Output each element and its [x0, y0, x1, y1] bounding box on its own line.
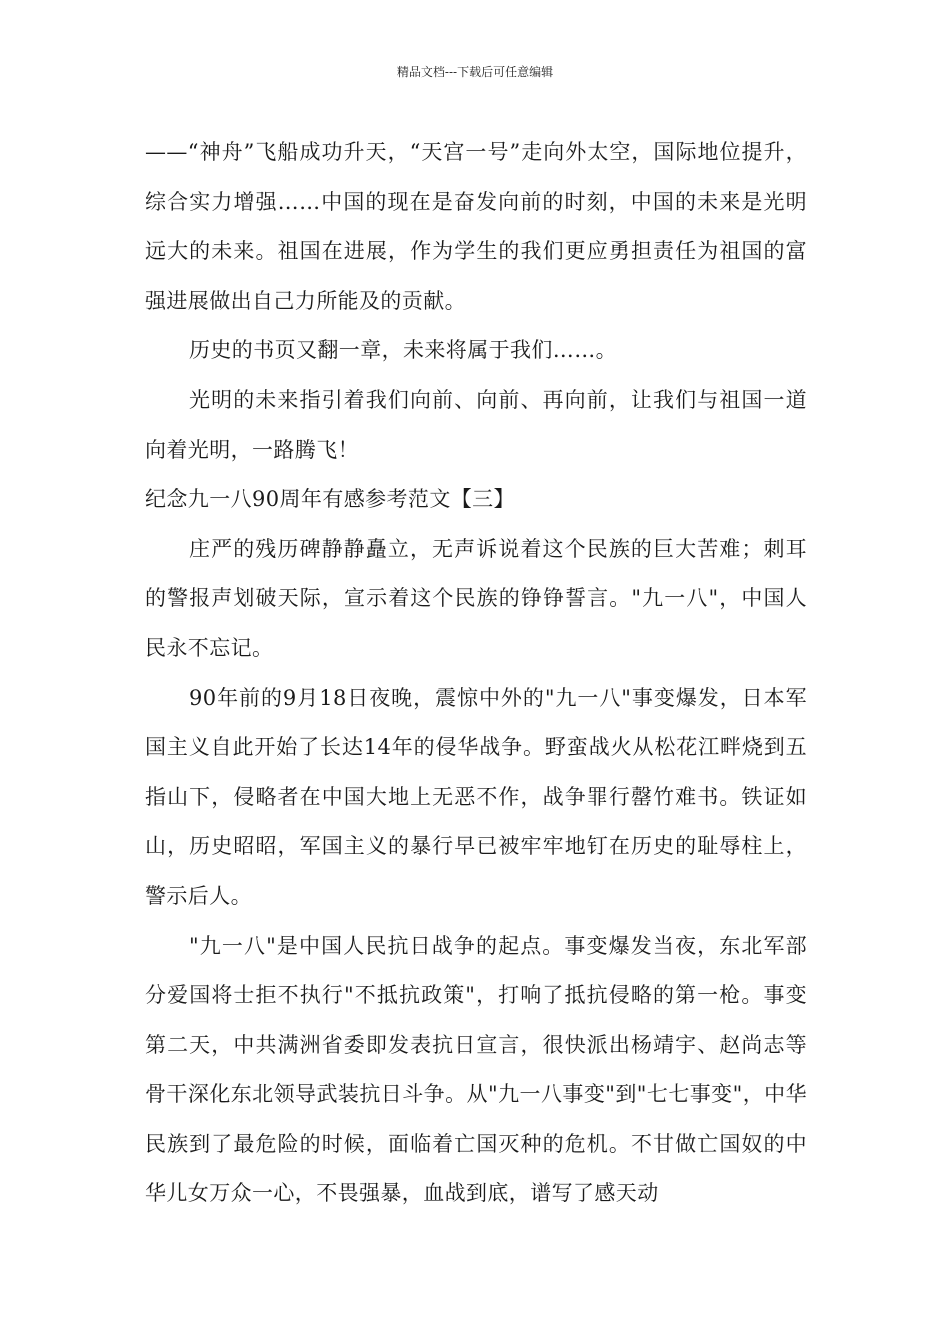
paragraph: "九一八"是中国人民抗日战争的起点。事变爆发当夜，东北军部分爱国将士拒不执行"不抵抗政策"，打响了抵抗侵略的第一枪。事变第二天，中共满洲省委即发表抗日宣言，很快派出杨靖宇、赵尚志等骨干深化东北领导武装抗日斗争。从"九一八事变"到"七七事变"，中华民族到了最危险的时候，面临着亡国灭种的危机。不甘做亡国奴的中华儿女万众一心，不畏强暴，血战到底，谱写了感天动 [145, 933, 807, 1206]
page-header: 精品文档---下载后可任意编辑 [396, 65, 554, 79]
paragraph: 庄严的残历碑静静矗立，无声诉说着这个民族的巨大苦难；刺耳的警报声划破天际，宣示着这个民族的铮铮誓言。"九一八"，中国人民永不忘记。 [145, 536, 807, 660]
paragraph: 90年前的9月18日夜晚，震惊中外的"九一八"事变爆发，日本军国主义自此开始了长达14年的侵华战争。野蛮战火从松花江畔烧到五指山下，侵略者在中国大地上无恶不作，战争罪行罄竹难书。铁证如山，历史昭昭，军国主义的暴行早已被牢牢地钉在历史的耻辱柱上，警示后人。 [145, 685, 807, 908]
document-body [145, 128, 807, 1219]
paragraph: 历史的书页又翻一章，未来将属于我们……。 [189, 338, 617, 363]
paragraph: 光明的未来指引着我们向前、向前、再向前，让我们与祖国一道向着光明，一路腾飞！ [145, 387, 807, 462]
paragraph: ——“神舟”飞船成功升天，“天宫一号”走向外太空，国际地位提升，综合实力增强……中国的现在是奋发向前的时刻，中国的未来是光明远大的未来。祖国在进展，作为学生的我们更应勇担责任为祖国的富强进展做出自己力所能及的贡献。 [145, 140, 807, 313]
section-heading: 纪念九一八90周年有感参考范文【三】 [145, 487, 515, 512]
